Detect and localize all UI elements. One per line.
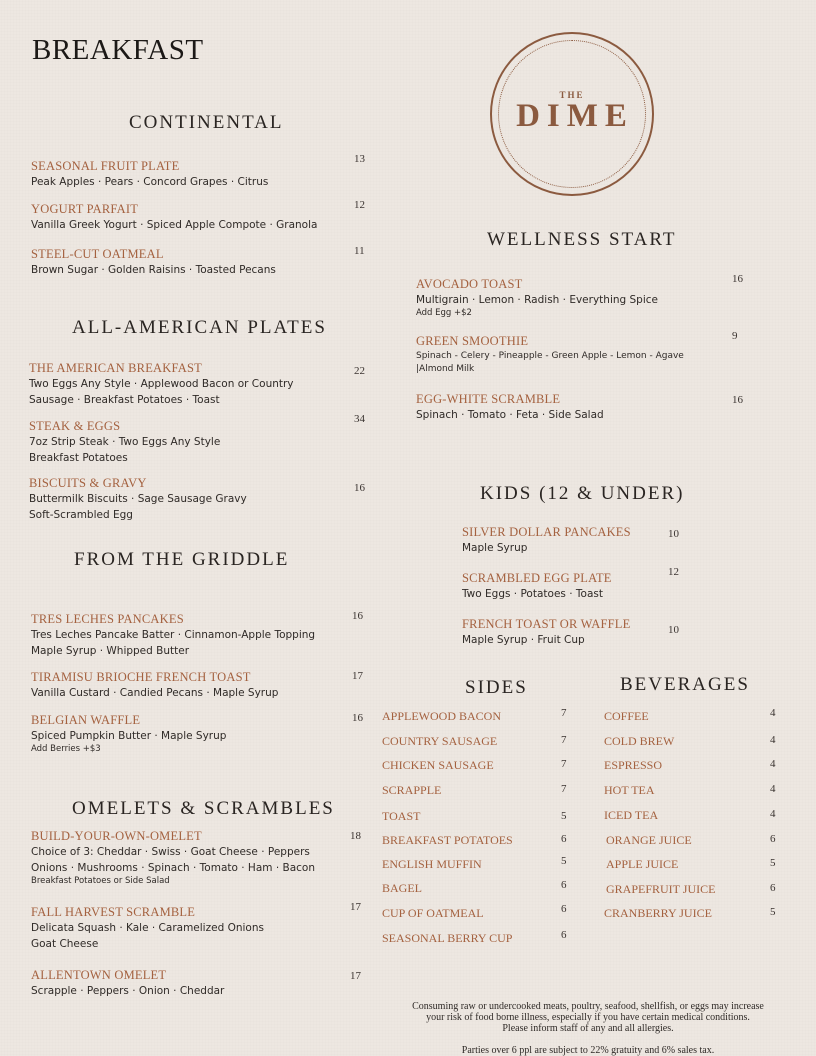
item-name: FRENCH TOAST OR WAFFLE	[462, 617, 631, 631]
item-name: THE AMERICAN BREAKFAST	[29, 361, 202, 375]
menu-item	[29, 419, 369, 466]
side-item-price: 5	[561, 810, 567, 822]
side-item-price: 6	[561, 929, 567, 941]
beverage-item-name: ORANGE JUICE	[606, 833, 692, 847]
beverage-item-name: CRANBERRY JUICE	[604, 906, 712, 920]
item-name: GREEN SMOOTHIE	[416, 334, 529, 348]
item-price: 12	[354, 199, 365, 211]
item-price: 18	[350, 830, 361, 842]
menu-item	[31, 159, 371, 190]
beverage-item-name: GRAPEFRUIT JUICE	[606, 882, 716, 896]
section-title-beverages: BEVERAGES	[620, 674, 750, 695]
beverage-item-name: APPLE JUICE	[606, 857, 679, 871]
item-name: SCRAMBLED EGG PLATE	[462, 571, 612, 585]
section-title-omelets: OMELETS & SCRAMBLES	[72, 798, 335, 819]
side-item-name: COUNTRY SAUSAGE	[382, 734, 498, 748]
item-price: 10	[668, 528, 679, 540]
item-description: |Almond Milk	[416, 364, 475, 374]
menu-item	[416, 277, 736, 318]
side-item-price: 5	[561, 855, 567, 867]
item-price: 9	[732, 330, 738, 342]
menu-item	[31, 670, 371, 701]
item-note: Add Berries +$3	[31, 744, 101, 754]
item-name: AVOCADO TOAST	[416, 277, 523, 291]
side-item-name: CHICKEN SAUSAGE	[382, 758, 494, 772]
item-description: Multigrain · Lemon · Radish · Everything Spice	[416, 294, 658, 306]
side-item-price: 6	[561, 833, 567, 845]
beverage-item-name: ICED TEA	[604, 808, 659, 822]
item-description: Two Eggs · Potatoes · Toast	[462, 588, 603, 600]
item-name: YOGURT PARFAIT	[31, 202, 139, 216]
item-price: 12	[668, 566, 679, 578]
item-price: 11	[354, 245, 365, 257]
menu-item	[29, 361, 369, 408]
item-description: Spinach - Celery - Pineapple - Green Apple - Lemon - Agave	[416, 351, 684, 361]
beverage-item-name: HOT TEA	[604, 783, 655, 797]
side-item-name: SEASONAL BERRY CUP	[382, 931, 513, 945]
item-description: Onions · Mushrooms · Spinach · Tomato · Ham · Bacon	[31, 862, 315, 874]
page-title: BREAKFAST	[32, 34, 204, 66]
item-name: ALLENTOWN OMELET	[31, 968, 167, 982]
item-description: 7oz Strip Steak · Two Eggs Any Style	[29, 436, 221, 448]
beverage-item-price: 6	[770, 882, 776, 894]
menu-item	[31, 829, 371, 886]
section-title-wellness: WELLNESS START	[487, 229, 677, 250]
section-title-american: ALL-AMERICAN PLATES	[72, 317, 327, 338]
beverage-item-price: 4	[770, 707, 776, 719]
disclaimer-line: Please inform staff of any and all allergies.	[502, 1023, 674, 1034]
item-description: Maple Syrup	[462, 542, 528, 554]
item-description: Spinach · Tomato · Feta · Side Salad	[416, 409, 604, 421]
item-description: Sausage · Breakfast Potatoes · Toast	[29, 394, 220, 406]
item-name: BELGIAN WAFFLE	[31, 713, 141, 727]
logo-dime-text: DIME	[516, 98, 634, 134]
item-price: 16	[352, 712, 363, 724]
beverage-item-price: 4	[770, 783, 776, 795]
section-title-kids: KIDS (12 & UNDER)	[480, 483, 685, 504]
beverage-item-price: 5	[770, 906, 776, 918]
menu-item	[31, 202, 371, 233]
item-name: EGG-WHITE SCRAMBLE	[416, 392, 561, 406]
menu-item	[31, 713, 371, 754]
disclaimer-line: your risk of food borne illness, especially if you have certain medical conditions.	[426, 1012, 750, 1023]
side-item-name: APPLEWOOD BACON	[382, 709, 502, 723]
item-price: 10	[668, 624, 679, 636]
menu-item	[462, 571, 662, 602]
item-name: BISCUITS & GRAVY	[29, 476, 147, 490]
side-item-price: 7	[561, 783, 567, 795]
side-item-price: 7	[561, 734, 567, 746]
gratuity-notice: Parties over 6 ppl are subject to 22% gratuity and 6% sales tax.	[461, 1045, 715, 1056]
item-name: STEAK & EGGS	[29, 419, 121, 433]
item-name: TIRAMISU BRIOCHE FRENCH TOAST	[31, 670, 251, 684]
beverage-item-price: 4	[770, 758, 776, 770]
item-price: 16	[732, 273, 743, 285]
item-description: Soft-Scrambled Egg	[29, 509, 133, 521]
item-price: 17	[352, 670, 363, 682]
menu-item	[416, 334, 736, 375]
logo-the-text: THE	[559, 90, 585, 100]
item-price: 34	[354, 413, 365, 425]
item-name: STEEL-CUT OATMEAL	[31, 247, 164, 261]
beverage-item-price: 6	[770, 833, 776, 845]
item-description: Spiced Pumpkin Butter · Maple Syrup	[31, 730, 227, 742]
item-description: Delicata Squash · Kale · Caramelized Onions	[31, 922, 264, 934]
beverage-item-name: COLD BREW	[604, 734, 675, 748]
section-title-griddle: FROM THE GRIDDLE	[74, 549, 290, 570]
side-item-price: 7	[561, 707, 567, 719]
item-description: Buttermilk Biscuits · Sage Sausage Gravy	[29, 493, 247, 505]
item-description: Brown Sugar · Golden Raisins · Toasted Pecans	[31, 264, 276, 276]
side-item-price: 6	[561, 879, 567, 891]
beverage-item-price: 4	[770, 808, 776, 820]
menu-item	[462, 525, 662, 556]
section-title-sides: SIDES	[465, 677, 528, 698]
item-note: Add Egg +$2	[416, 308, 472, 318]
menu-item	[29, 476, 369, 523]
side-item-price: 6	[561, 903, 567, 915]
item-description: Breakfast Potatoes	[29, 452, 128, 464]
item-price: 17	[350, 970, 361, 982]
menu-item	[31, 247, 371, 278]
side-item-name: CUP OF OATMEAL	[382, 906, 484, 920]
menu-item	[462, 617, 662, 648]
side-item-name: BAGEL	[382, 881, 422, 895]
beverage-item-name: ESPRESSO	[604, 758, 663, 772]
item-description: Peak Apples · Pears · Concord Grapes · Citrus	[31, 176, 269, 188]
item-name: FALL HARVEST SCRAMBLE	[31, 905, 196, 919]
item-description: Choice of 3: Cheddar · Swiss · Goat Cheese · Peppers	[31, 846, 310, 858]
menu-item	[31, 968, 371, 999]
item-description: Maple Syrup · Whipped Butter	[31, 645, 190, 657]
item-price: 16	[352, 610, 363, 622]
item-price: 16	[732, 394, 743, 406]
item-description: Two Eggs Any Style · Applewood Bacon or Country	[29, 378, 294, 390]
allergy-disclaimer	[392, 1001, 784, 1034]
item-note: Breakfast Potatoes or Side Salad	[31, 876, 170, 886]
beverage-item-price: 4	[770, 734, 776, 746]
item-description: Tres Leches Pancake Batter · Cinnamon-Apple Topping	[31, 629, 316, 641]
side-item-name: SCRAPPLE	[382, 783, 442, 797]
beverage-item-name: COFFEE	[604, 709, 649, 723]
item-price: 16	[354, 482, 365, 494]
the-dime-logo	[490, 32, 654, 196]
item-price: 17	[350, 901, 361, 913]
menu-item	[31, 905, 371, 952]
side-item-price: 7	[561, 758, 567, 770]
item-description: Maple Syrup · Fruit Cup	[462, 634, 585, 646]
item-name: BUILD-YOUR-OWN-OMELET	[31, 829, 202, 843]
item-description: Scrapple · Peppers · Onion · Cheddar	[31, 985, 225, 997]
item-name: TRES LECHES PANCAKES	[31, 612, 184, 626]
item-description: Goat Cheese	[31, 938, 99, 950]
item-description: Vanilla Custard · Candied Pecans · Maple Syrup	[31, 687, 279, 699]
menu-item	[416, 392, 736, 423]
section-title-continental: CONTINENTAL	[129, 112, 284, 133]
item-price: 13	[354, 153, 365, 165]
item-name: SEASONAL FRUIT PLATE	[31, 159, 180, 173]
side-item-name: BREAKFAST POTATOES	[382, 833, 513, 847]
beverage-item-price: 5	[770, 857, 776, 869]
item-description: Vanilla Greek Yogurt · Spiced Apple Compote · Granola	[31, 219, 318, 231]
menu-item	[31, 612, 371, 659]
side-item-name: ENGLISH MUFFIN	[382, 857, 482, 871]
item-price: 22	[354, 365, 365, 377]
item-name: SILVER DOLLAR PANCAKES	[462, 525, 631, 539]
side-item-name: TOAST	[382, 809, 421, 823]
disclaimer-line: Consuming raw or undercooked meats, poultry, seafood, shellfish, or eggs may increase	[412, 1001, 764, 1012]
